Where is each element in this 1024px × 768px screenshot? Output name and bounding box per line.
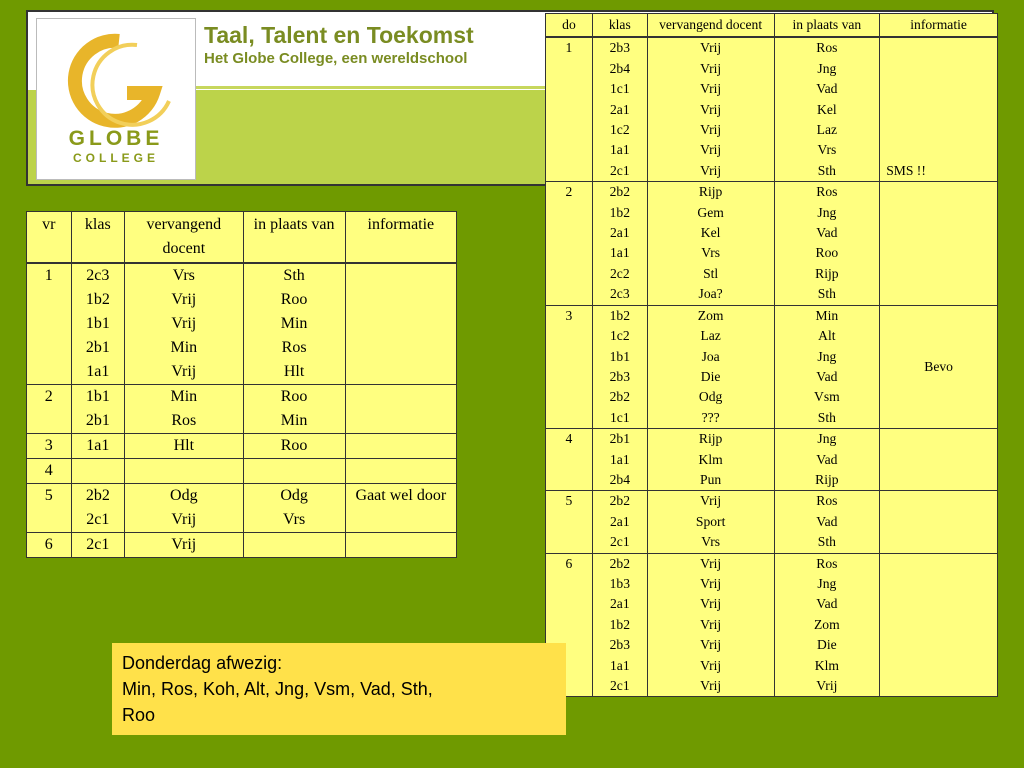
docent-cell: [125, 459, 243, 484]
docent-value: Gem: [697, 204, 724, 220]
docent-value: Odg: [170, 487, 198, 504]
klas-value: 1b2: [609, 307, 630, 323]
docent-value: Vrij: [700, 101, 722, 117]
hour-cell: 2: [27, 385, 72, 434]
docent-value: Die: [700, 368, 721, 384]
klas-value: 1b1: [609, 348, 630, 364]
docent-value: Vrs: [172, 267, 195, 284]
klas-value: 2a1: [609, 101, 630, 117]
docent-value: Vrij: [171, 536, 197, 553]
docent-value: Vrij: [171, 315, 197, 332]
van-value: Vad: [816, 368, 838, 384]
docent-value: Vrij: [700, 555, 722, 571]
column-header: vervangend docent: [647, 14, 774, 38]
van-value: Ros: [281, 339, 307, 356]
van-value: [244, 459, 345, 483]
table-row: [546, 553, 998, 697]
klas-value: 2b2: [609, 493, 630, 509]
van-value: Jng: [817, 575, 837, 591]
van-value: Min: [280, 315, 308, 332]
table-row: [27, 459, 457, 484]
docent-cell: [647, 553, 774, 697]
docent-value: Hlt: [173, 437, 195, 454]
docent-value: Rijp: [698, 184, 723, 200]
van-value: Roo: [280, 437, 308, 454]
van-value: Sth: [817, 286, 836, 302]
info-cell: [345, 434, 456, 459]
docent-cell: [647, 182, 774, 305]
info-cell: [345, 533, 456, 558]
table-row: [546, 37, 998, 181]
table-row: [546, 305, 998, 428]
van-value: Jng: [817, 204, 837, 220]
docent-value: Odg: [698, 389, 723, 405]
klas-value: 2b2: [609, 184, 630, 200]
klas-value: 2c3: [86, 267, 110, 284]
docent-value: Vrij: [700, 142, 722, 158]
van-cell: [774, 491, 880, 553]
klas-value: 2b1: [609, 431, 630, 447]
docent-value: Vrij: [700, 657, 722, 673]
docent-value: Vrij: [171, 363, 197, 380]
van-value: Vrs: [283, 511, 306, 528]
van-value: Klm: [814, 657, 839, 673]
column-header: in plaats van: [243, 212, 345, 264]
table-row: [546, 491, 998, 553]
van-value: Vad: [816, 596, 838, 612]
van-value: Odg: [280, 487, 308, 504]
docent-cell: [125, 484, 243, 533]
klas-value: 1c2: [609, 328, 630, 344]
klas-cell: [71, 533, 125, 558]
klas-value: 2b4: [609, 60, 630, 76]
van-cell: [774, 305, 880, 428]
klas-value: 2a1: [609, 513, 630, 529]
info-cell: [880, 429, 998, 491]
docent-value: Laz: [700, 328, 721, 344]
klas-value: 2b2: [85, 487, 110, 504]
klas-value: 1b2: [609, 616, 630, 632]
klas-value: 2c1: [609, 678, 630, 693]
van-cell: [774, 182, 880, 305]
hour-cell: 1: [27, 263, 72, 385]
globe-logo-icon: [57, 31, 175, 131]
klas-cell: [592, 182, 647, 305]
klas-cell: [71, 484, 125, 533]
van-value: Alt: [818, 328, 836, 344]
logo-wordmark-globe: GLOBE: [68, 127, 164, 150]
van-value: Vrs: [817, 142, 837, 158]
van-cell: [243, 263, 345, 385]
docent-value: Vrij: [700, 637, 722, 653]
docent-value: [125, 459, 242, 483]
van-value: Rijp: [815, 471, 839, 487]
klas-value: 1b3: [609, 575, 630, 591]
docent-value: Vrij: [700, 60, 722, 76]
docent-value: Joa: [701, 348, 720, 364]
table-header-row: [546, 14, 998, 38]
van-value: Min: [280, 412, 308, 429]
column-header: informatie: [345, 212, 456, 264]
info-cell: [345, 459, 456, 484]
table-row: [27, 385, 457, 434]
info-cell: [880, 491, 998, 553]
klas-value: 1c1: [609, 409, 630, 425]
klas-cell: [592, 491, 647, 553]
van-value: Jng: [817, 431, 837, 447]
klas-value: 1a1: [609, 245, 630, 261]
klas-value: 2c1: [609, 534, 630, 550]
van-cell: [243, 484, 345, 533]
van-value: Min: [815, 307, 839, 323]
table-row: [27, 434, 457, 459]
docent-value: Vrij: [700, 40, 722, 56]
klas-value: 2c1: [609, 162, 630, 178]
klas-value: 1c1: [609, 81, 630, 97]
docent-value: Vrij: [700, 678, 722, 693]
table-row: [27, 484, 457, 533]
klas-value: 1c2: [609, 122, 630, 138]
klas-value: 2c2: [609, 265, 630, 281]
klas-value: 1a1: [609, 451, 630, 467]
docent-value: Vrij: [700, 493, 722, 509]
docent-cell: [125, 533, 243, 558]
van-value: Jng: [817, 348, 837, 364]
hour-cell: 2: [546, 182, 593, 305]
hour-cell: 4: [27, 459, 72, 484]
table-header-row: [27, 212, 457, 264]
docent-value: Stl: [703, 265, 719, 281]
van-value: Sth: [817, 409, 836, 425]
logo-wordmark-college: COLLEGE: [72, 151, 159, 165]
docent-cell: [647, 37, 774, 181]
hour-cell: 5: [27, 484, 72, 533]
docent-value: Vrij: [700, 122, 722, 138]
van-cell: [243, 434, 345, 459]
van-cell: [774, 37, 880, 181]
note-line: Roo: [122, 705, 156, 725]
klas-value: 1b2: [609, 204, 630, 220]
table-row: [27, 263, 457, 385]
hour-cell: 3: [27, 434, 72, 459]
hour-cell: 1: [546, 37, 593, 181]
docent-value: Vrij: [171, 511, 197, 528]
klas-value: 2b2: [609, 389, 630, 405]
van-value: Roo: [280, 291, 308, 308]
hour-cell: 5: [546, 491, 593, 553]
van-value: Rijp: [815, 265, 839, 281]
van-value: Vsm: [814, 389, 840, 405]
van-cell: [774, 553, 880, 697]
column-header: vr: [27, 212, 72, 264]
docent-value: Vrs: [701, 245, 721, 261]
klas-value: 2c3: [609, 286, 630, 302]
klas-cell: [71, 263, 125, 385]
docent-cell: [125, 385, 243, 434]
info-cell: Bevo: [880, 305, 998, 428]
klas-value: 2c1: [86, 511, 110, 528]
subtagline: Het Globe College, een wereldschool: [204, 50, 468, 67]
klas-value: 2b1: [85, 412, 110, 429]
klas-value: 2b3: [609, 40, 630, 56]
klas-cell: [592, 429, 647, 491]
klas-cell: [592, 553, 647, 697]
info-cell: [880, 182, 998, 305]
table-row: [27, 533, 457, 558]
klas-value: 1a1: [609, 657, 630, 673]
van-value: Sth: [817, 534, 836, 550]
column-header: in plaats van: [774, 14, 880, 38]
docent-value: Min: [170, 339, 198, 356]
klas-value: 1b2: [85, 291, 110, 308]
table-row: [546, 429, 998, 491]
column-header: klas: [592, 14, 647, 38]
friday-schedule-table: [26, 211, 457, 558]
klas-value: 2b4: [609, 471, 630, 487]
docent-value: Vrij: [700, 162, 722, 178]
docent-value: Ros: [171, 412, 197, 429]
docent-cell: [647, 491, 774, 553]
info-cell: [345, 263, 456, 385]
van-cell: [243, 533, 345, 558]
docent-cell: [125, 263, 243, 385]
info-cell: Gaat wel door: [345, 484, 456, 533]
van-value: Vad: [816, 81, 838, 97]
van-value: Sth: [283, 267, 305, 284]
klas-value: 1b1: [85, 388, 110, 405]
van-value: [244, 533, 345, 557]
klas-value: 2a1: [609, 225, 630, 241]
van-value: Vrij: [816, 678, 838, 693]
van-value: Ros: [816, 184, 838, 200]
docent-value: Vrij: [700, 616, 722, 632]
van-value: Roo: [815, 245, 839, 261]
info-cell: [880, 553, 998, 697]
van-value: Kel: [817, 101, 837, 117]
van-value: Vad: [816, 451, 838, 467]
note-line: Min, Ros, Koh, Alt, Jng, Vsm, Vad, Sth,: [122, 679, 433, 699]
column-header: do: [546, 14, 593, 38]
van-value: Jng: [817, 60, 837, 76]
klas-value: 2c1: [86, 536, 110, 553]
klas-value: 2b2: [609, 555, 630, 571]
klas-cell: [71, 459, 125, 484]
klas-value: 1a1: [86, 437, 110, 454]
klas-value: 2b3: [609, 637, 630, 653]
klas-cell: [592, 305, 647, 428]
docent-value: Vrij: [700, 596, 722, 612]
van-value: Laz: [816, 122, 838, 138]
klas-value: 2b1: [85, 339, 110, 356]
hour-cell: 6: [27, 533, 72, 558]
tagline: Taal, Talent en Toekomst: [204, 22, 474, 48]
info-cell: SMS !!: [880, 37, 998, 181]
klas-value: 1b1: [85, 315, 110, 332]
docent-value: Sport: [695, 513, 726, 529]
klas-value: 2b3: [609, 368, 630, 384]
docent-value: Rijp: [698, 431, 723, 447]
klas-cell: [592, 37, 647, 181]
docent-cell: [647, 429, 774, 491]
docent-cell: [647, 305, 774, 428]
docent-value: Pun: [700, 471, 722, 487]
hour-cell: 4: [546, 429, 593, 491]
van-value: Vad: [816, 513, 838, 529]
absent-teachers-note: [112, 643, 566, 735]
van-value: Zom: [814, 616, 840, 632]
van-value: Ros: [816, 555, 838, 571]
klas-value: 1a1: [609, 142, 630, 158]
docent-value: ???: [701, 409, 720, 425]
klas-value: [72, 459, 125, 483]
docent-value: Joa?: [698, 286, 723, 302]
docent-value: Vrij: [700, 81, 722, 97]
docent-cell: [125, 434, 243, 459]
hour-cell: 6: [546, 553, 593, 697]
klas-cell: [71, 434, 125, 459]
docent-value: Vrs: [701, 534, 721, 550]
docent-value: Kel: [700, 225, 721, 241]
docent-value: Vrij: [171, 291, 197, 308]
column-header: vervangend docent: [125, 212, 243, 264]
van-value: Roo: [280, 388, 308, 405]
van-value: Vad: [816, 225, 838, 241]
note-line: Donderdag afwezig:: [122, 653, 283, 673]
van-cell: [774, 429, 880, 491]
hour-cell: 3: [546, 305, 593, 428]
thursday-schedule-table: [545, 13, 998, 697]
column-header: informatie: [880, 14, 998, 38]
klas-cell: [71, 385, 125, 434]
docent-value: Min: [170, 388, 198, 405]
van-cell: [243, 385, 345, 434]
docent-value: Klm: [698, 451, 723, 467]
info-cell: [345, 385, 456, 434]
van-value: Die: [817, 637, 837, 653]
table-row: [546, 182, 998, 305]
column-header: klas: [71, 212, 125, 264]
docent-value: Vrij: [700, 575, 722, 591]
klas-value: 2a1: [609, 596, 630, 612]
van-value: Sth: [817, 162, 836, 178]
van-cell: [243, 459, 345, 484]
van-value: Hlt: [283, 363, 305, 380]
van-value: Ros: [816, 40, 838, 56]
klas-value: 1a1: [86, 363, 110, 380]
globe-college-logo: [36, 18, 196, 180]
van-value: Ros: [816, 493, 838, 509]
docent-value: Zom: [697, 307, 724, 323]
